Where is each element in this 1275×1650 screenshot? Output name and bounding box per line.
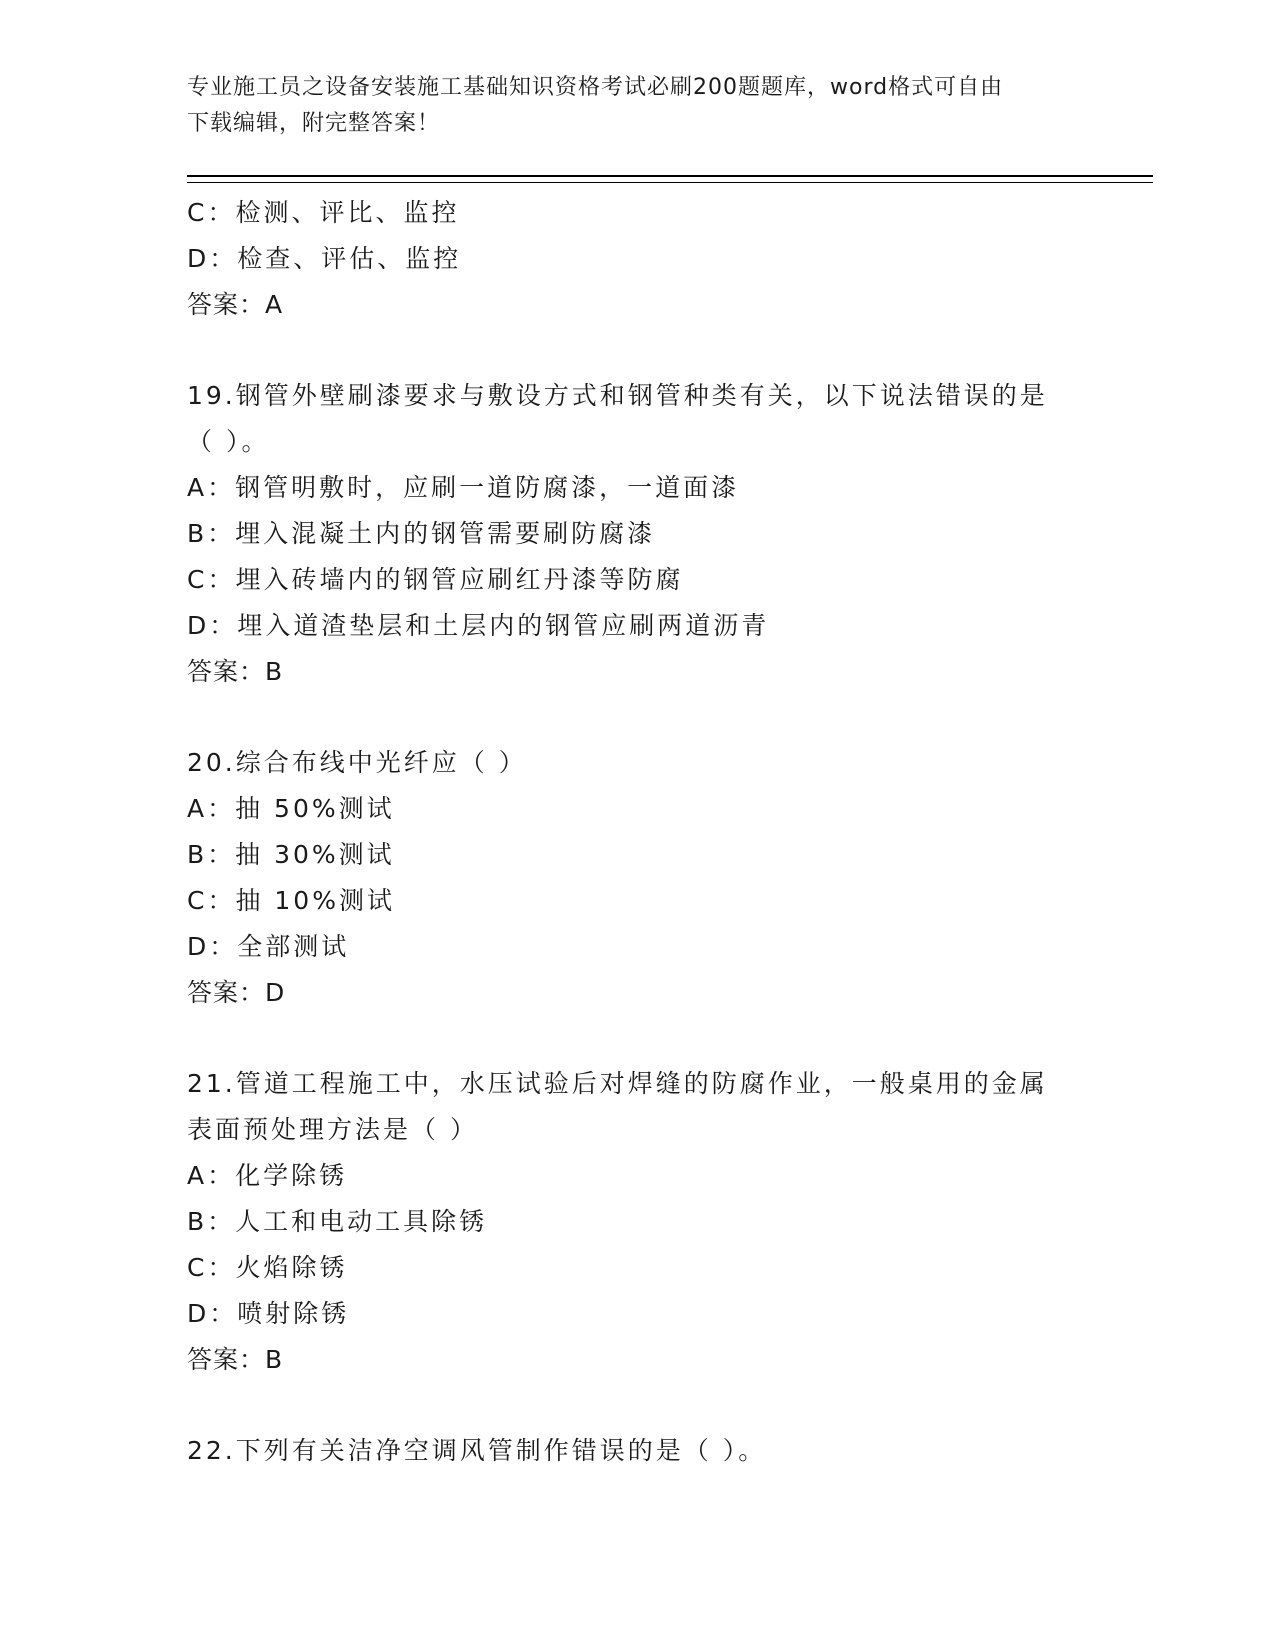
option-c: C：抽 10%测试 bbox=[187, 886, 395, 915]
question-list bbox=[187, 190, 1087, 1474]
question-stem: 21.管道工程施工中，水压试验后对焊缝的防腐作业，一般桌用的金属 bbox=[187, 1069, 1048, 1098]
question-stem: 19.钢管外壁刷漆要求与敷设方式和钢管种类有关，以下说法错误的是 bbox=[187, 381, 1048, 410]
answer: 答案：A bbox=[187, 290, 284, 319]
document-header bbox=[187, 70, 1087, 142]
header-line-2: 下载编辑，附完整答案！ bbox=[187, 111, 441, 136]
question-20 bbox=[187, 740, 1087, 1016]
option-a: A：钢管明敷时，应刷一道防腐漆，一道面漆 bbox=[187, 473, 740, 502]
option-c: C：火焰除锈 bbox=[187, 1253, 348, 1282]
question-stem: （ ）。 bbox=[187, 427, 270, 456]
question-19 bbox=[187, 373, 1087, 695]
header-divider-thick bbox=[187, 175, 1153, 177]
answer: 答案：B bbox=[187, 657, 284, 686]
option-b: B：人工和电动工具除锈 bbox=[187, 1207, 488, 1236]
option-b: B：埋入混凝土内的钢管需要刷防腐漆 bbox=[187, 519, 656, 548]
option-d: D：全部测试 bbox=[187, 932, 350, 961]
option-a: A：抽 50%测试 bbox=[187, 794, 395, 823]
question-22 bbox=[187, 1428, 1087, 1474]
answer: 答案：B bbox=[187, 1345, 284, 1374]
answer: 答案：D bbox=[187, 978, 286, 1007]
question-stem: 20.综合布线中光纤应（ ） bbox=[187, 748, 527, 777]
option-c: C：埋入砖墙内的钢管应刷红丹漆等防腐 bbox=[187, 565, 684, 594]
question-18-continuation bbox=[187, 190, 1087, 328]
question-stem: 22.下列有关洁净空调风管制作错误的是（ ）。 bbox=[187, 1436, 767, 1465]
option-b: B：抽 30%测试 bbox=[187, 840, 395, 869]
option-d: D：检查、评估、监控 bbox=[187, 244, 462, 273]
option-c: C：检测、评比、监控 bbox=[187, 198, 460, 227]
header-divider-thin bbox=[187, 182, 1153, 183]
option-d: D：喷射除锈 bbox=[187, 1299, 350, 1328]
question-21 bbox=[187, 1061, 1087, 1383]
option-a: A：化学除锈 bbox=[187, 1161, 348, 1190]
question-stem: 表面预处理方法是（ ） bbox=[187, 1115, 478, 1144]
header-line-1: 专业施工员之设备安装施工基础知识资格考试必刷200题题库，word格式可自由 bbox=[187, 75, 1004, 100]
option-d: D：埋入道渣垫层和土层内的钢管应刷两道沥青 bbox=[187, 611, 770, 640]
